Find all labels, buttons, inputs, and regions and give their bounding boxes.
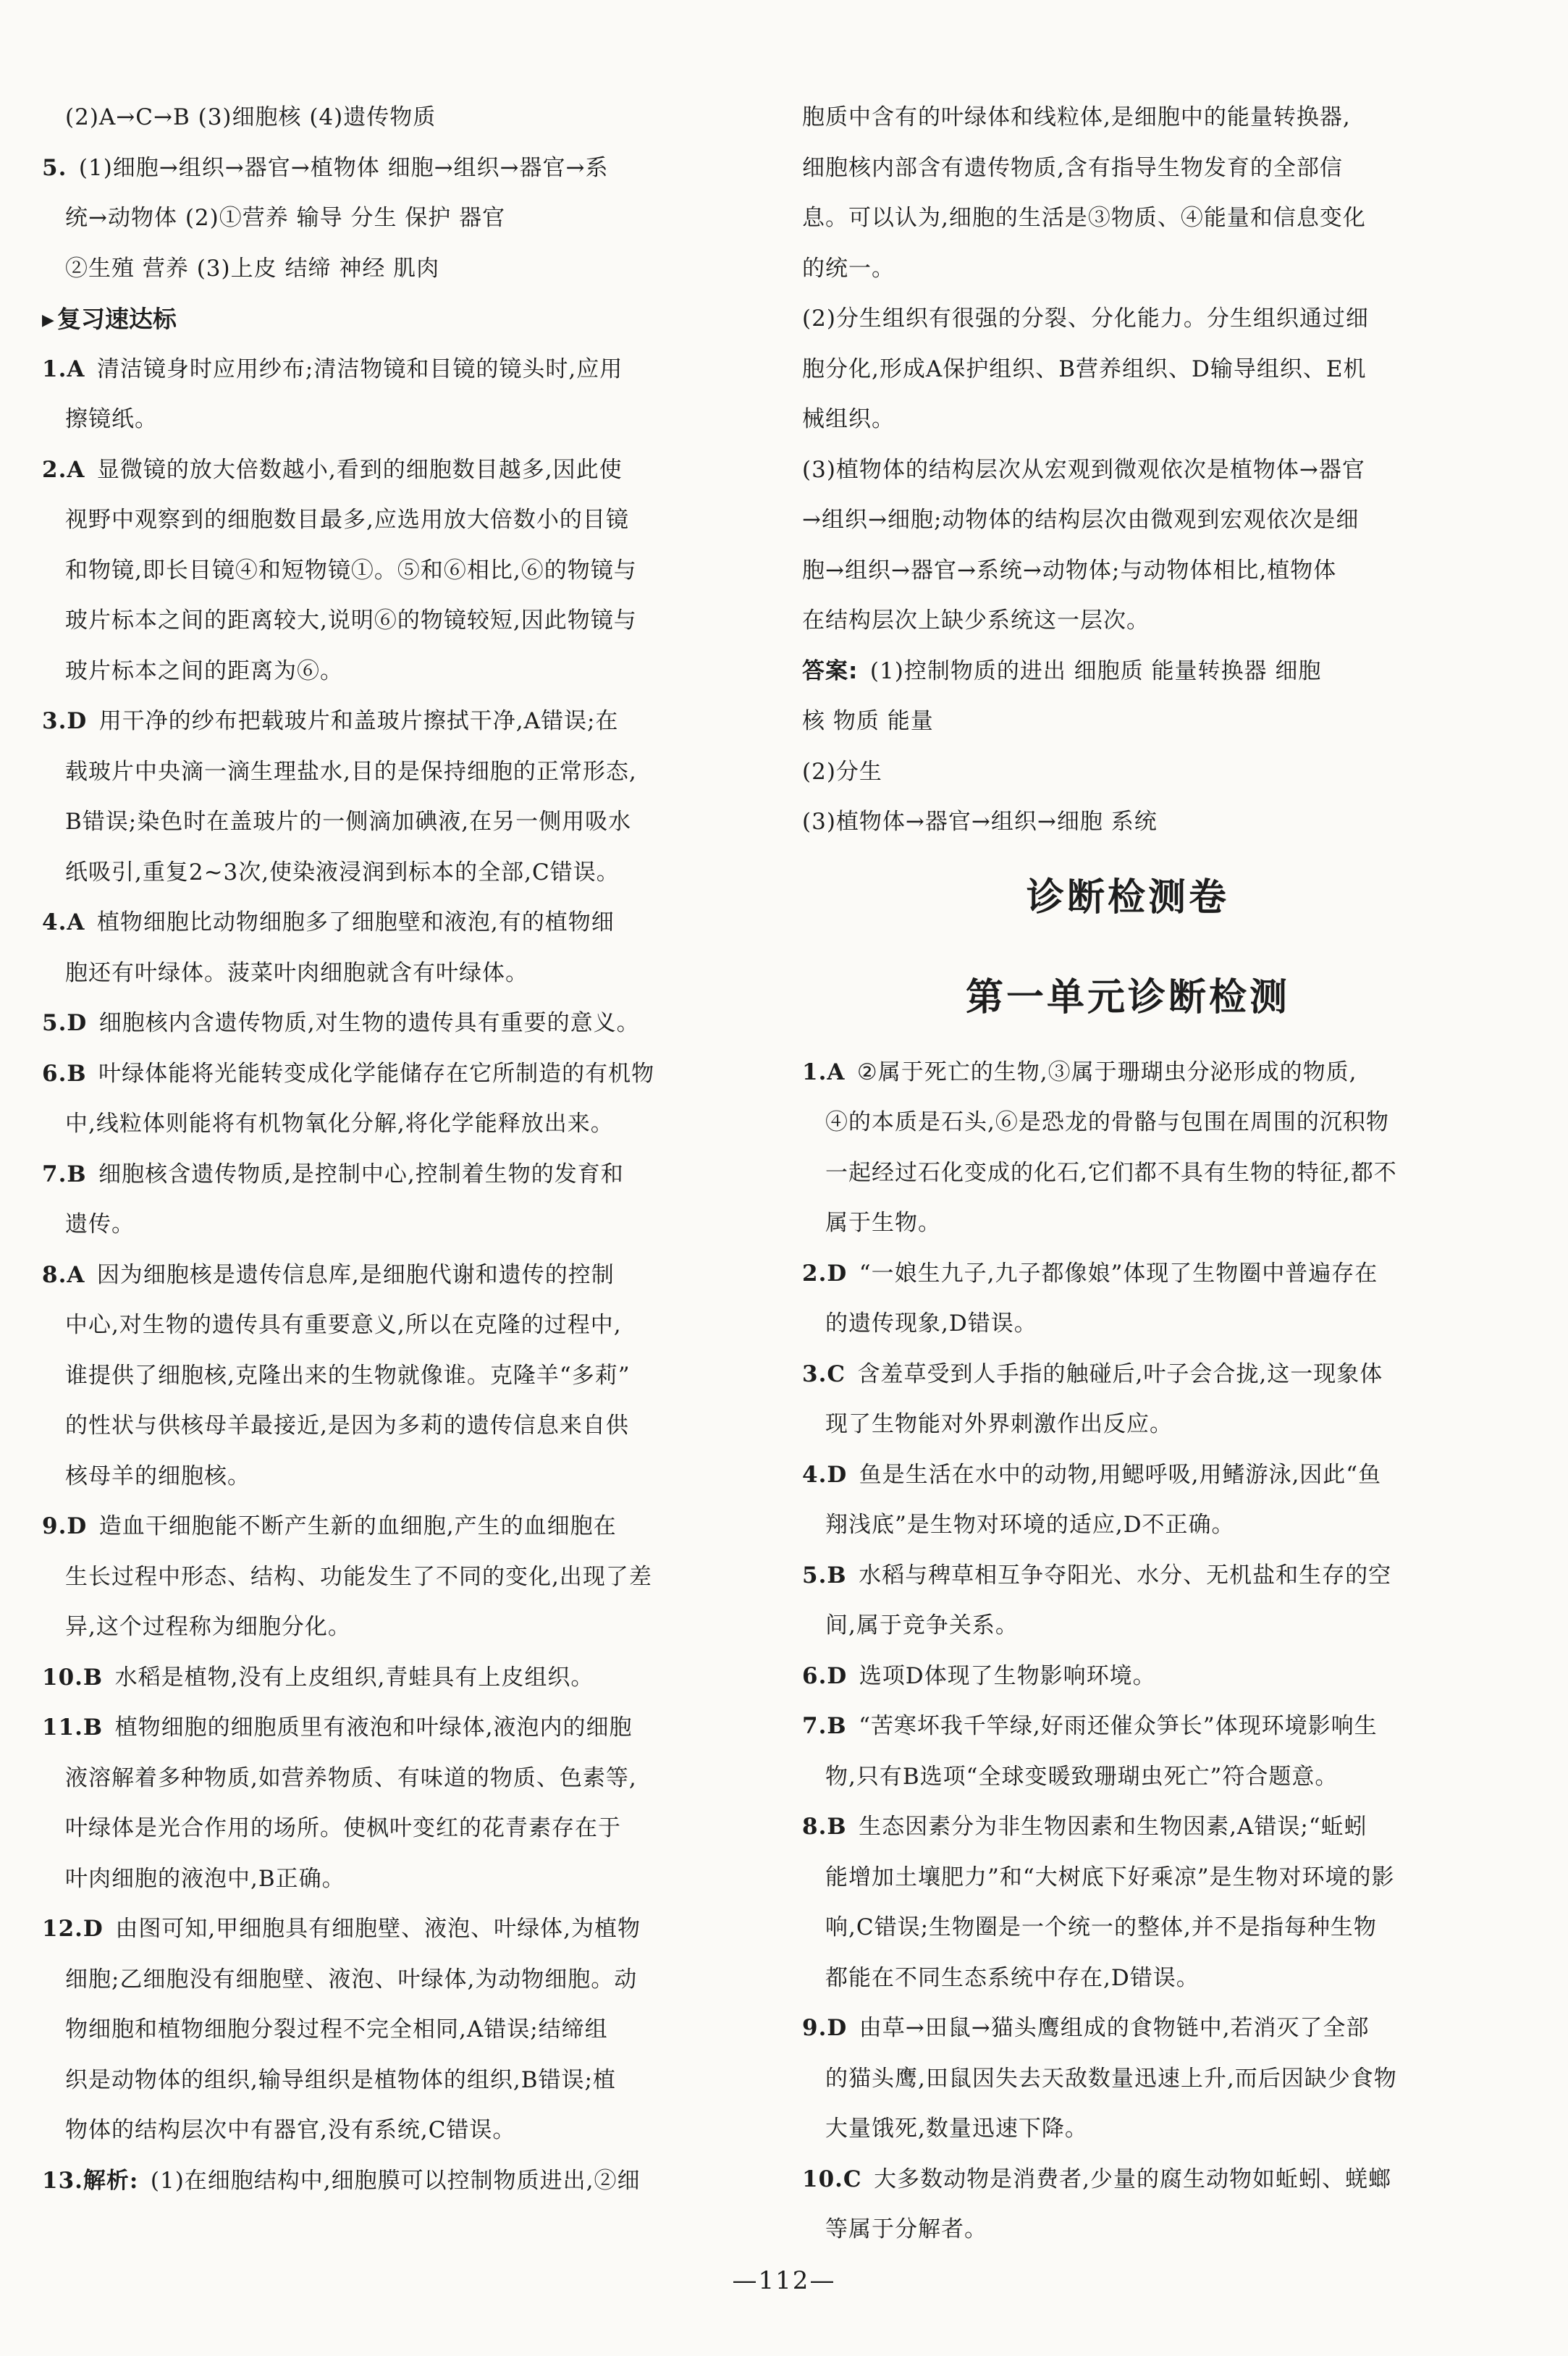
answer-line — [42, 395, 715, 445]
item-number: 3.C — [802, 1360, 846, 1387]
item-number: 5.D — [42, 1010, 88, 1036]
answer-text: 响,C错误;生物圈是一个统一的整体,并不是指每种生物 — [825, 1914, 1377, 1940]
answer-text: (2)A→C→B (3)细胞核 (4)遗传物质 — [65, 104, 437, 130]
answer-line — [42, 948, 715, 999]
item-number: 6.D — [802, 1662, 848, 1689]
answer-text: 大量饿死,数量迅速下降。 — [825, 2116, 1088, 2142]
answer-line — [42, 747, 715, 798]
answer-text: 翔浅底”是生物对环境的适应,D不正确。 — [825, 1512, 1235, 1538]
answer-line — [42, 2005, 715, 2056]
answer-text: 叶肉细胞的液泡中,B正确。 — [65, 1865, 345, 1892]
answer-line — [42, 1351, 715, 1402]
answer-text: 物细胞和植物细胞分裂过程不完全相同,A错误;结缔组 — [65, 2016, 608, 2042]
answer-text: 中心,对生物的遗传具有重要意义,所以在克隆的过程中, — [65, 1312, 622, 1338]
answer-line — [42, 1904, 715, 1955]
answer-text: 息。可以认为,细胞的生活是③物质、④能量和信息变化 — [802, 205, 1366, 231]
answer-line — [802, 1048, 1454, 1098]
answer-line — [802, 1652, 1454, 1702]
left-column — [42, 93, 715, 2206]
item-number: 4.D — [802, 1461, 848, 1488]
answer-line — [802, 1299, 1454, 1350]
answer-line — [42, 445, 715, 496]
right-column — [802, 93, 1454, 2255]
item-number: 10.C — [802, 2166, 862, 2192]
item-number: 13.解析: — [42, 2167, 139, 2194]
answer-text: 细胞核含遗传物质,是控制中心,控制着生物的发育和 — [98, 1161, 624, 1187]
answer-line — [802, 1853, 1454, 1903]
answer-line — [42, 797, 715, 848]
item-number: 10.B — [42, 1664, 104, 1691]
answer-line — [802, 244, 1454, 295]
answer-text: 胞分化,形成A保护组织、B营养组织、D输导组织、E机 — [802, 355, 1367, 382]
answer-text: 造血干细胞能不断产生新的血细胞,产生的血细胞在 — [98, 1513, 617, 1539]
answer-text: 因为细胞核是遗传信息库,是细胞代谢和遗传的控制 — [96, 1261, 615, 1288]
answer-line — [42, 2105, 715, 2156]
answer-line — [802, 2205, 1454, 2255]
answer-text: B错误;染色时在盖玻片的一侧滴加碘液,在另一侧用吸水 — [65, 809, 632, 835]
answer-line — [802, 445, 1454, 496]
item-number: 2.A — [42, 456, 85, 483]
answer-line — [42, 1452, 715, 1502]
item-number: 11.B — [42, 1715, 104, 1741]
answer-text: 胞还有叶绿体。菠菜叶肉细胞就含有叶绿体。 — [65, 959, 528, 986]
answer-text: (2)分生 — [802, 758, 882, 785]
answer-text: 的统一。 — [802, 255, 895, 282]
page-number: —112— — [732, 2266, 836, 2295]
answer-text: 载玻片中央滴一滴生理盐水,目的是保持细胞的正常形态, — [65, 758, 637, 785]
answer-text: ②属于死亡的生物,③属于珊瑚虫分泌形成的物质, — [856, 1059, 1357, 1085]
answer-text: 水稻是植物,没有上皮组织,青蛙具有上皮组织。 — [114, 1664, 594, 1691]
answer-line — [42, 1150, 715, 1200]
answer-text: 织是动物体的组织,输导组织是植物体的组织,B错误;植 — [65, 2066, 616, 2093]
answer-text: 和物镜,即长目镜④和短物镜①。⑤和⑥相比,⑥的物镜与 — [65, 557, 637, 584]
answer-line — [42, 998, 715, 1049]
answer-line — [802, 747, 1454, 798]
answer-text: 物体的结构层次中有器官,没有系统,C错误。 — [65, 2117, 516, 2143]
answer-line — [42, 143, 715, 194]
answer-line — [42, 1552, 715, 1603]
answer-text: 植物细胞的细胞质里有液泡和叶绿体,液泡内的细胞 — [114, 1715, 633, 1741]
answer-line — [42, 1401, 715, 1452]
answer-text: 叶绿体是光合作用的场所。使枫叶变红的花青素存在于 — [65, 1815, 621, 1841]
item-number: 5.B — [802, 1562, 847, 1589]
answer-line — [42, 193, 715, 244]
answer-text: (2)分生组织有很强的分裂、分化能力。分生组织通过细 — [802, 306, 1369, 332]
answer-line — [802, 1400, 1454, 1450]
answer-text: 在结构层次上缺少系统这一层次。 — [802, 607, 1150, 634]
answer-text: (1)控制物质的进出 细胞质 能量转换器 细胞 — [869, 657, 1322, 684]
answer-line — [802, 1098, 1454, 1148]
answer-line — [802, 193, 1454, 244]
answer-text: 清洁镜身时应用纱布;清洁物镜和目镜的镜头时,应用 — [96, 355, 623, 382]
answer-line — [802, 345, 1454, 395]
item-number: 7.B — [42, 1161, 87, 1187]
answer-line — [802, 2003, 1454, 2054]
item-number: 4.A — [42, 909, 85, 935]
item-number: 7.B — [802, 1713, 847, 1739]
answer-text: 的性状与供核母羊最接近,是因为多莉的遗传信息来自供 — [65, 1413, 629, 1439]
answer-line — [802, 697, 1454, 747]
answer-text: 植物细胞比动物细胞多了细胞壁和液泡,有的植物细 — [96, 909, 615, 935]
answer-text: 异,这个过程称为细胞分化。 — [65, 1614, 351, 1640]
answer-line — [802, 1752, 1454, 1803]
answer-text: 属于生物。 — [825, 1210, 941, 1236]
answer-line — [802, 797, 1454, 848]
item-number: 1.A — [802, 1059, 846, 1085]
item-number: 9.D — [802, 2015, 848, 2041]
answer-text: 一起经过石化变成的化石,它们都不具有生物的特征,都不 — [825, 1159, 1397, 1186]
answer-text: 遗传。 — [65, 1211, 135, 1237]
answer-line — [42, 1653, 715, 1704]
answer-text: 都能在不同生态系统中存在,D错误。 — [825, 1964, 1200, 1991]
answer-text: 视野中观察到的细胞数目最多,应选用放大倍数小的目镜 — [65, 507, 629, 533]
answer-line — [802, 2104, 1454, 2155]
answer-text: 擦镜纸。 — [65, 406, 158, 432]
section-heading-text: 复习速达标 — [56, 305, 177, 333]
answer-text: 中,线粒体则能将有机物氧化分解,将化学能释放出来。 — [65, 1111, 614, 1137]
answer-text: 间,属于竞争关系。 — [825, 1612, 1019, 1638]
answer-line — [42, 1250, 715, 1301]
answer-line — [802, 647, 1454, 697]
answer-line — [802, 2155, 1454, 2205]
answer-text: 的猫头鹰,田鼠因失去天敌数量迅速上升,而后因缺少食物 — [825, 2065, 1397, 2092]
answer-line — [802, 2054, 1454, 2105]
answer-text: 纸吸引,重复2~3次,使染液浸润到标本的全部,C错误。 — [65, 859, 620, 885]
answer-text: 等属于分解者。 — [825, 2216, 987, 2242]
item-number: 2.D — [802, 1260, 848, 1287]
answer-text: 物,只有B选项“全球变暖致珊瑚虫死亡”符合题意。 — [825, 1763, 1339, 1790]
item-number: 8.A — [42, 1261, 85, 1288]
chapter-heading: 诊断检测卷 — [1026, 875, 1229, 920]
answer-line — [802, 1350, 1454, 1400]
answer-line — [802, 1601, 1454, 1652]
answer-text: ②生殖 营养 (3)上皮 结缔 神经 肌肉 — [65, 255, 440, 282]
answer-line — [802, 1500, 1454, 1551]
answer-line — [802, 1802, 1454, 1853]
answer-line — [42, 1955, 715, 2006]
answer-line — [42, 546, 715, 597]
answer-text: 生长过程中形态、结构、功能发生了不同的变化,出现了差 — [65, 1563, 652, 1590]
chapter-heading: 第一单元诊断检测 — [965, 975, 1290, 1019]
answer-line — [42, 647, 715, 697]
answer-line — [42, 898, 715, 948]
answer-text: 液溶解着多种物质,如营养物质、有味道的物质、色素等, — [65, 1764, 637, 1791]
answer-line — [42, 848, 715, 899]
answer-text: 鱼是生活在水中的动物,用鳃呼吸,用鳍游泳,因此“鱼 — [859, 1461, 1382, 1488]
answer-text: 水稻与稗草相互争夺阳光、水分、无机盐和生存的空 — [859, 1562, 1392, 1589]
answer-line — [42, 2156, 715, 2207]
section-heading — [42, 294, 715, 345]
answer-line — [802, 1249, 1454, 1300]
answer-text: 含羞草受到人手指的触碰后,叶子会合拢,这一现象体 — [857, 1360, 1383, 1387]
answer-text: “苦寒坏我千竿绿,好雨还催众笋长”体现环境影响生 — [859, 1713, 1378, 1739]
answer-text: 细胞核内含遗传物质,对生物的遗传具有重要的意义。 — [98, 1010, 640, 1036]
answer-line — [42, 1099, 715, 1150]
answer-line — [42, 1502, 715, 1552]
answer-text: 核 物质 能量 — [802, 708, 934, 734]
answer-text: 械组织。 — [802, 406, 895, 432]
answer-text: (1)在细胞结构中,细胞膜可以控制物质进出,②细 — [150, 2167, 641, 2194]
answer-line — [802, 1903, 1454, 1953]
answer-line — [42, 1804, 715, 1854]
answer-text: (3)植物体→器官→组织→细胞 系统 — [802, 809, 1158, 835]
answer-line — [802, 1551, 1454, 1602]
answer-line — [42, 495, 715, 546]
answer-line — [42, 93, 715, 143]
answer-line — [42, 1049, 715, 1100]
answer-line — [42, 697, 715, 747]
item-number: 6.B — [42, 1060, 87, 1087]
answer-line — [802, 93, 1454, 143]
answer-text: 谁提供了细胞核,克隆出来的生物就像谁。克隆羊“多莉” — [65, 1362, 631, 1389]
answer-line — [42, 1754, 715, 1804]
item-number: 12.D — [42, 1916, 104, 1942]
answer-text: (3)植物体的结构层次从宏观到微观依次是植物体→器官 — [802, 456, 1365, 483]
answer-line — [802, 495, 1454, 546]
answer-text: 玻片标本之间的距离较大,说明⑥的物镜较短,因此物镜与 — [65, 607, 637, 634]
answer-line — [42, 2056, 715, 2106]
answer-text: 能增加土壤肥力”和“大树底下好乘凉”是生物对环境的影 — [825, 1864, 1395, 1890]
answer-line — [802, 1953, 1454, 2004]
answer-text: (1)细胞→组织→器官→植物体 细胞→组织→器官→系 — [78, 154, 609, 181]
answer-text: 选项D体现了生物影响环境。 — [859, 1662, 1156, 1689]
answer-text: 统→动物体 (2)①营养 输导 分生 保护 器官 — [65, 205, 506, 231]
answer-line — [802, 294, 1454, 345]
answer-line — [802, 1148, 1454, 1199]
answer-text: 的遗传现象,D错误。 — [825, 1310, 1037, 1337]
answer-line — [802, 596, 1454, 647]
item-number: 答案: — [802, 657, 859, 684]
answer-text: 由图可知,甲细胞具有细胞壁、液泡、叶绿体,为植物 — [115, 1916, 641, 1942]
answer-text: 现了生物能对外界刺激作出反应。 — [825, 1411, 1173, 1437]
answer-text: 叶绿体能将光能转变成化学能储存在它所制造的有机物 — [98, 1060, 655, 1087]
answer-line — [42, 1200, 715, 1250]
item-number: 1.A — [42, 355, 85, 382]
answer-line — [802, 143, 1454, 194]
section-marker-icon: ▶ — [42, 311, 54, 329]
answer-line — [42, 345, 715, 395]
answer-text: ④的本质是石头,⑥是恐龙的骨骼与包围在周围的沉积物 — [825, 1109, 1389, 1135]
item-number: 9.D — [42, 1513, 88, 1539]
answer-text: 生态因素分为非生物因素和生物因素,A错误;“蚯蚓 — [859, 1814, 1367, 1840]
answer-text: 细胞核内部含有遗传物质,含有指导生物发育的全部信 — [802, 154, 1343, 181]
item-number: 3.D — [42, 708, 88, 734]
item-number: 5. — [42, 154, 67, 181]
answer-text: 用干净的纱布把载玻片和盖玻片擦拭干净,A错误;在 — [98, 708, 619, 734]
item-number: 8.B — [802, 1814, 847, 1840]
answer-text: →组织→细胞;动物体的结构层次由微观到宏观依次是细 — [802, 507, 1360, 533]
answer-line — [42, 1602, 715, 1653]
answer-text: 细胞;乙细胞没有细胞壁、液泡、叶绿体,为动物细胞。动 — [65, 1966, 638, 1993]
answer-line — [42, 1854, 715, 1905]
answer-line — [802, 546, 1454, 597]
answer-text: 胞质中含有的叶绿体和线粒体,是细胞中的能量转换器, — [802, 104, 1351, 130]
answer-line — [42, 244, 715, 295]
answer-line — [42, 1300, 715, 1351]
answer-line — [802, 1701, 1454, 1752]
answer-line — [42, 1703, 715, 1754]
answer-text: 由草→田鼠→猫头鹰组成的食物链中,若消灭了全部 — [859, 2015, 1370, 2041]
answer-line — [802, 1198, 1454, 1249]
answer-line — [42, 596, 715, 647]
answer-text: 胞→组织→器官→系统→动物体;与动物体相比,植物体 — [802, 557, 1337, 584]
answer-text: 大多数动物是消费者,少量的腐生动物如蚯蚓、蜣螂 — [874, 2166, 1391, 2192]
answer-text: 显微镜的放大倍数越小,看到的细胞数目越多,因此使 — [96, 456, 623, 483]
answer-line — [802, 395, 1454, 445]
answer-line — [802, 1450, 1454, 1501]
answer-text: 玻片标本之间的距离为⑥。 — [65, 657, 343, 684]
answer-text: 核母羊的细胞核。 — [65, 1463, 250, 1489]
answer-text: “一娘生九子,九子都像娘”体现了生物圈中普遍存在 — [859, 1260, 1378, 1287]
